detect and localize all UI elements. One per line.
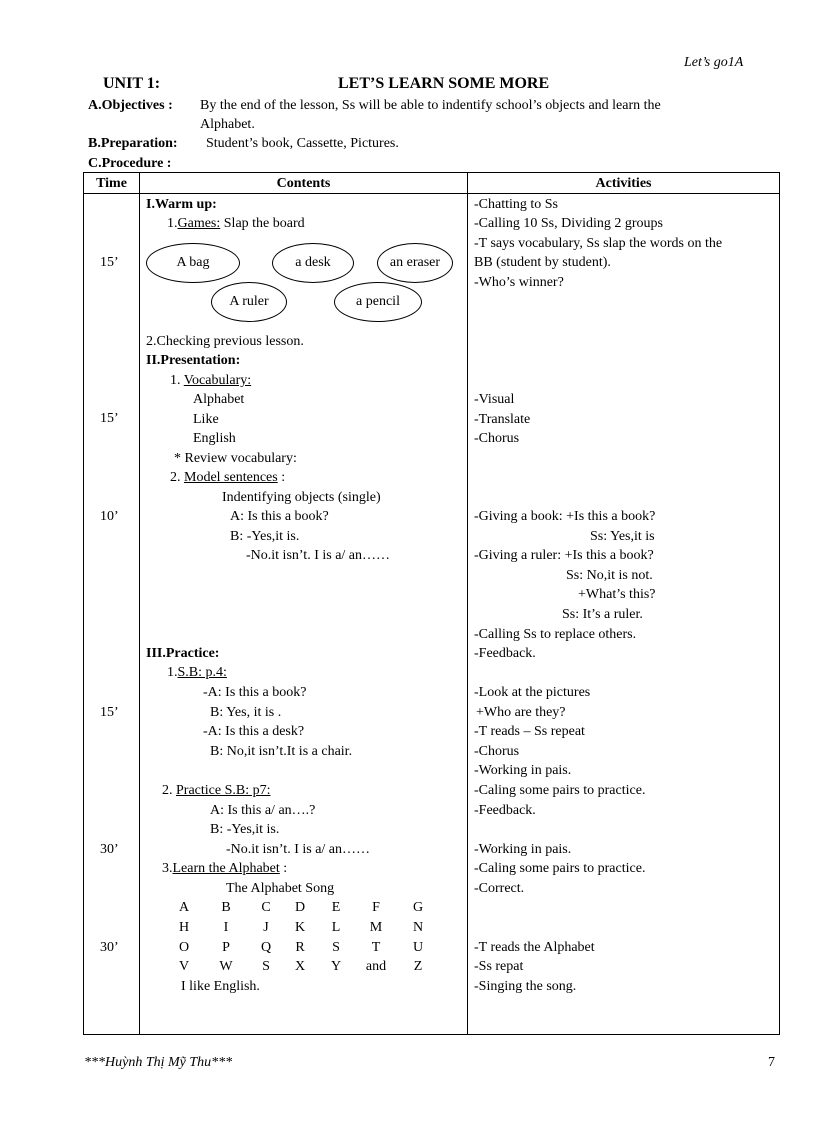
sb-line: 1.S.B: p.4: xyxy=(167,665,227,680)
letter: S xyxy=(332,940,340,955)
page-number: 7 xyxy=(768,1055,775,1070)
vocab-word: English xyxy=(193,431,236,446)
checking-line: 2.Checking previous lesson. xyxy=(146,334,304,349)
letter: A xyxy=(178,900,190,915)
time-cell: 15’ xyxy=(100,411,119,426)
practice-line: B: Yes, it is . xyxy=(210,705,282,720)
vocab-word: Like xyxy=(193,412,219,427)
letter: E xyxy=(331,900,341,915)
warmup-heading: I.Warm up: xyxy=(146,197,217,212)
activity-line: -T reads the Alphabet xyxy=(474,940,595,955)
practice-q: A: Is this a/ an….? xyxy=(210,803,316,818)
presentation-heading: II.Presentation: xyxy=(146,353,241,368)
vocabulary-line: 1. Vocabulary: xyxy=(170,373,252,388)
activity-line: -Look at the pictures xyxy=(474,685,591,700)
preparation-text: Student’s book, Cassette, Pictures. xyxy=(206,136,399,151)
letter: G xyxy=(412,900,424,915)
practice-q: -No.it isn’t. I is a/ an…… xyxy=(226,842,371,857)
model-no: -No.it isn’t. I is a/ an…… xyxy=(246,548,391,563)
preparation-label: B.Preparation: xyxy=(88,136,178,151)
oval-word: A ruler xyxy=(211,282,287,322)
book-title: Let’s go1A xyxy=(684,55,744,70)
letter: and xyxy=(365,959,387,974)
activity-line: -Singing the song. xyxy=(474,979,577,994)
practice-line: B: No,it isn’t.It is a chair. xyxy=(210,744,353,759)
letter: L xyxy=(331,920,341,935)
model-a: A: Is this a book? xyxy=(230,509,329,524)
footer-author: ***Huỳnh Thị Mỹ Thu*** xyxy=(84,1055,233,1070)
activity-line: -Ss repat xyxy=(474,959,524,974)
letter: P xyxy=(222,940,230,955)
activity-line: -T reads – Ss repeat xyxy=(474,724,585,739)
vocab-word: Alphabet xyxy=(193,392,245,407)
time-cell: 30’ xyxy=(100,940,119,955)
time-cell: 15’ xyxy=(100,705,119,720)
activity-line: -Feedback. xyxy=(474,646,536,661)
time-cell: 30’ xyxy=(100,842,119,857)
procedure-label: C.Procedure : xyxy=(88,156,172,171)
activity-line: -Feedback. xyxy=(474,803,536,818)
oval-word: a desk xyxy=(272,243,354,283)
oval-word: an eraser xyxy=(377,243,453,283)
letter: F xyxy=(372,900,380,915)
practice-line: -A: Is this a book? xyxy=(203,685,307,700)
activity-line: -Correct. xyxy=(474,881,525,896)
time-cell: 15’ xyxy=(100,255,119,270)
oval-word: A bag xyxy=(146,243,240,283)
letter: D xyxy=(294,900,306,915)
activity-line: -Working in pais. xyxy=(474,842,572,857)
identifying-line: Indentifying objects (single) xyxy=(222,490,381,505)
letter: S xyxy=(262,959,270,974)
letter: X xyxy=(294,959,306,974)
letter: W xyxy=(219,959,233,974)
letter: Y xyxy=(330,959,342,974)
activity-line: -Visual xyxy=(474,392,515,407)
activity-line: -Giving a book: +Is this a book? xyxy=(474,509,656,524)
games-line: 1.Games: Slap the board xyxy=(167,216,305,231)
letter: B xyxy=(221,900,231,915)
letter: K xyxy=(294,920,306,935)
activity-line: Ss: Yes,it is xyxy=(590,529,655,544)
activity-line: BB (student by student). xyxy=(474,255,611,270)
letter: M xyxy=(369,920,383,935)
letter: N xyxy=(412,920,424,935)
activity-line: -Calling 10 Ss, Dividing 2 groups xyxy=(474,216,664,231)
letter: Z xyxy=(413,959,423,974)
header-time: Time xyxy=(96,176,127,191)
activity-line: -Who’s winner? xyxy=(474,275,564,290)
letter: T xyxy=(371,940,381,955)
objectives-text-2: Alphabet. xyxy=(200,117,255,132)
activity-line: -Caling some pairs to practice. xyxy=(474,783,646,798)
activity-line: Ss: No,it is not. xyxy=(566,568,653,583)
activity-line: -T says vocabulary, Ss slap the words on the xyxy=(474,236,723,251)
unit-label: UNIT 1: xyxy=(103,75,161,92)
letter: J xyxy=(263,920,269,935)
model-b: B: -Yes,it is. xyxy=(230,529,300,544)
activity-line: Ss: It’s a ruler. xyxy=(562,607,643,622)
activity-line: +What’s this? xyxy=(578,587,656,602)
letter: Q xyxy=(260,940,272,955)
objectives-text-1: By the end of the lesson, Ss will be able to indentify school’s objects and learn the xyxy=(200,98,661,113)
activity-line: -Caling some pairs to practice. xyxy=(474,861,646,876)
activity-line: -Translate xyxy=(474,412,531,427)
model-sentences-line: 2. Model sentences : xyxy=(170,470,286,485)
activity-line: -Working in pais. xyxy=(474,763,572,778)
activity-line: -Chatting to Ss xyxy=(474,197,559,212)
letter: U xyxy=(412,940,424,955)
activity-line: +Who are they? xyxy=(476,705,566,720)
alphabet-line: 3.Learn the Alphabet : xyxy=(162,861,288,876)
header-activities: Activities xyxy=(595,176,652,191)
letter: C xyxy=(261,900,271,915)
oval-word: a pencil xyxy=(334,282,422,322)
letter: V xyxy=(178,959,190,974)
activity-line: -Chorus xyxy=(474,744,520,759)
practice-sb-line: 2. Practice S.B: p7: xyxy=(162,783,271,798)
practice-line: -A: Is this a desk? xyxy=(203,724,305,739)
practice-heading: III.Practice: xyxy=(146,646,220,661)
review-line: * Review vocabulary: xyxy=(174,451,297,466)
activity-line: -Calling Ss to replace others. xyxy=(474,627,637,642)
letter: H xyxy=(178,920,190,935)
objectives-label: A.Objectives : xyxy=(88,98,173,113)
activity-line: -Chorus xyxy=(474,431,520,446)
activity-line: -Giving a ruler: +Is this a book? xyxy=(474,548,654,563)
letter: I xyxy=(223,920,229,935)
letter: O xyxy=(178,940,190,955)
i-like-english: I like English. xyxy=(181,979,260,994)
header-contents: Contents xyxy=(276,176,331,191)
time-cell: 10’ xyxy=(100,509,119,524)
practice-q: B: -Yes,it is. xyxy=(210,822,280,837)
page-title: LET’S LEARN SOME MORE xyxy=(338,75,550,92)
alphabet-song-title: The Alphabet Song xyxy=(226,881,335,896)
letter: R xyxy=(295,940,305,955)
